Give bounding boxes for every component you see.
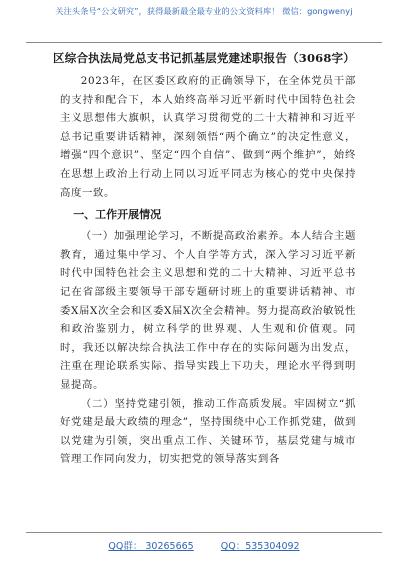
qq-contact-link[interactable]: QQ：535304092: [220, 541, 300, 552]
footer-contacts: [0, 538, 408, 552]
footer-divider: [26, 532, 382, 533]
document-body: [60, 72, 356, 469]
section-1-paragraph-1: （一）加强理论学习，不断提高政治素养。本人结合主题教育，通过集中学习、个人自学等方式，深入学习习近平新时代中国特色社会主义思想和党的二十大精神、习近平总书记在省部级主要领导干部专题研讨班上的重要讲话精神、市委X届X次全会和区委X届X次全会精神。努力提高政治敏锐性和政治鉴别力，树立科学的世界观、人生观和价值观。同时，我还以解决综合执法工作中存在的实际问题为出发点，注重在理论联系实际、指导实践上下功夫，理论水平得到明显提高。: [60, 230, 356, 391]
document-title: 区综合执法局党总支书记抓基层党建述职报告（3068字）: [53, 51, 355, 65]
promo-banner: 关注头条号“公文研究”，获得最新最全最专业的公文资料库！ 微信：gongwenyj: [55, 6, 353, 16]
section-heading-1: 一、工作开展情况: [73, 208, 162, 222]
header-divider: [26, 42, 382, 43]
section-1-paragraph-2: （二）坚持党建引领，推动工作高质发展。牢固树立“抓好党建是最大政绩的理念”，坚持围绕中心工作抓党建，做到以党建为引领，突出重点工作、关键环节，基层党建与城市管理工作同向发力，切实把党的领导落实到各: [60, 397, 356, 466]
intro-paragraph: 2023年，在区委区政府的正确领导下，在全体党员干部的支持和配合下，本人始终高举习近平新时代中国特色社会主义思想伟大旗帜，认真学习贯彻党的二十大精神和习近平总书记重要讲话精神，深刻领悟“两个确立”的决定性意义，增强“四个意识”、坚定“四个自信”、做到“两个维护”，始终在思想上政治上行动上同以习近平同志为核心的党中央保持高度一致。: [60, 75, 356, 199]
qq-group-link[interactable]: QQ群： 30265665: [108, 541, 194, 552]
